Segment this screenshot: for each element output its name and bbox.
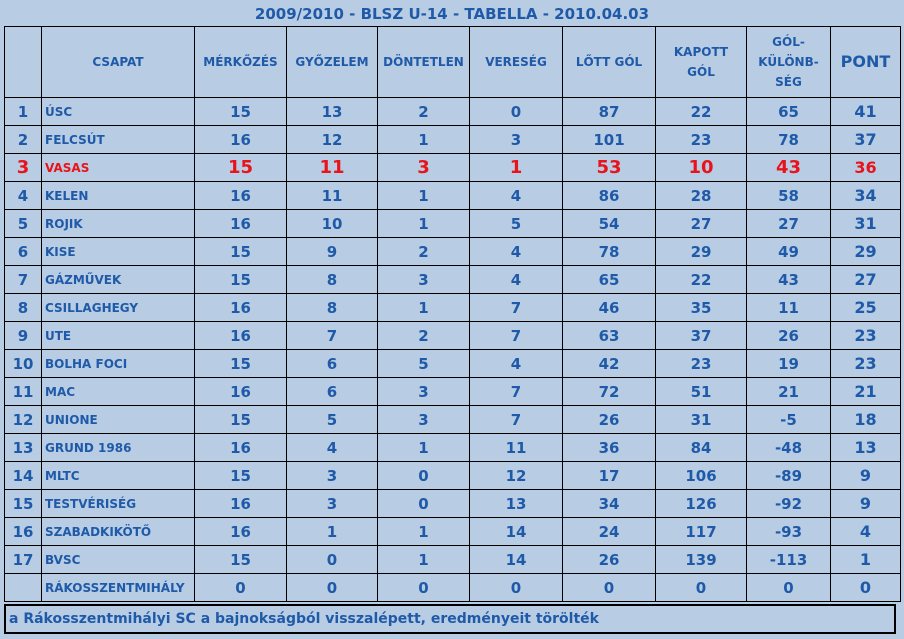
table-row xyxy=(5,182,901,210)
team-cell: VASAS xyxy=(42,154,195,182)
drawn-cell: 1 xyxy=(378,294,470,322)
header-gd-line3: SÉG xyxy=(775,75,802,89)
goals-for-cell: 87 xyxy=(563,98,656,126)
points-cell: 1 xyxy=(831,546,901,574)
goal-difference-cell: 27 xyxy=(747,210,831,238)
won-cell: 8 xyxy=(287,266,378,294)
drawn-cell: 1 xyxy=(378,182,470,210)
won-cell: 8 xyxy=(287,294,378,322)
goals-for-cell: 17 xyxy=(563,462,656,490)
goals-against-cell: 22 xyxy=(656,266,747,294)
table-row xyxy=(5,126,901,154)
rank-cell: 13 xyxy=(5,434,42,462)
won-cell: 11 xyxy=(287,154,378,182)
lost-cell: 4 xyxy=(470,182,563,210)
goals-for-cell: 36 xyxy=(563,434,656,462)
lost-cell: 0 xyxy=(470,98,563,126)
team-cell: FELCSÚT xyxy=(42,126,195,154)
header-team: CSAPAT xyxy=(42,27,195,98)
team-cell: KISE xyxy=(42,238,195,266)
lost-cell: 14 xyxy=(470,518,563,546)
team-cell: MAC xyxy=(42,378,195,406)
goal-difference-cell: 0 xyxy=(747,574,831,602)
lost-cell: 1 xyxy=(470,154,563,182)
table-row xyxy=(5,406,901,434)
drawn-cell: 0 xyxy=(378,490,470,518)
table-row xyxy=(5,434,901,462)
goals-against-cell: 28 xyxy=(656,182,747,210)
drawn-cell: 0 xyxy=(378,462,470,490)
won-cell: 6 xyxy=(287,378,378,406)
played-cell: 16 xyxy=(195,182,287,210)
goal-difference-cell: -5 xyxy=(747,406,831,434)
lost-cell: 7 xyxy=(470,378,563,406)
rank-cell: 11 xyxy=(5,378,42,406)
team-cell: CSILLAGHEGY xyxy=(42,294,195,322)
drawn-cell: 2 xyxy=(378,238,470,266)
points-cell: 13 xyxy=(831,434,901,462)
drawn-cell: 3 xyxy=(378,378,470,406)
points-cell: 23 xyxy=(831,350,901,378)
table-row xyxy=(5,350,901,378)
played-cell: 15 xyxy=(195,154,287,182)
points-cell: 21 xyxy=(831,378,901,406)
played-cell: 16 xyxy=(195,294,287,322)
drawn-cell: 3 xyxy=(378,154,470,182)
played-cell: 15 xyxy=(195,98,287,126)
drawn-cell: 0 xyxy=(378,574,470,602)
won-cell: 9 xyxy=(287,238,378,266)
goal-difference-cell: 43 xyxy=(747,154,831,182)
goals-for-cell: 63 xyxy=(563,322,656,350)
points-cell: 23 xyxy=(831,322,901,350)
goals-for-cell: 78 xyxy=(563,238,656,266)
team-cell: ROJIK xyxy=(42,210,195,238)
lost-cell: 12 xyxy=(470,462,563,490)
rank-cell: 14 xyxy=(5,462,42,490)
table-row xyxy=(5,462,901,490)
header-gd-line2: KÜLÖNB- xyxy=(758,55,819,69)
points-cell: 0 xyxy=(831,574,901,602)
goals-against-cell: 126 xyxy=(656,490,747,518)
goal-difference-cell: 43 xyxy=(747,266,831,294)
points-cell: 25 xyxy=(831,294,901,322)
header-played: MÉRKŐZÉS xyxy=(195,27,287,98)
goals-against-cell: 37 xyxy=(656,322,747,350)
played-cell: 16 xyxy=(195,210,287,238)
table-row xyxy=(5,98,901,126)
goals-for-cell: 101 xyxy=(563,126,656,154)
goal-difference-cell: -92 xyxy=(747,490,831,518)
goal-difference-cell: 11 xyxy=(747,294,831,322)
points-cell: 41 xyxy=(831,98,901,126)
team-cell: TESTVÉRISÉG xyxy=(42,490,195,518)
goals-against-cell: 0 xyxy=(656,574,747,602)
header-gd-line1: GÓL- xyxy=(772,35,805,49)
table-row xyxy=(5,322,901,350)
won-cell: 10 xyxy=(287,210,378,238)
team-cell: ÚSC xyxy=(42,98,195,126)
rank-cell: 2 xyxy=(5,126,42,154)
points-cell: 9 xyxy=(831,490,901,518)
goals-against-cell: 51 xyxy=(656,378,747,406)
points-cell: 9 xyxy=(831,462,901,490)
drawn-cell: 3 xyxy=(378,406,470,434)
goals-for-cell: 46 xyxy=(563,294,656,322)
goals-for-cell: 54 xyxy=(563,210,656,238)
goals-against-cell: 23 xyxy=(656,350,747,378)
table-row xyxy=(5,490,901,518)
header-goals-against xyxy=(656,27,747,98)
team-cell: BOLHA FOCI xyxy=(42,350,195,378)
header-points: PONT xyxy=(831,27,901,98)
goal-difference-cell: 65 xyxy=(747,98,831,126)
points-cell: 36 xyxy=(831,154,901,182)
played-cell: 16 xyxy=(195,434,287,462)
rank-cell: 3 xyxy=(5,154,42,182)
goals-against-cell: 29 xyxy=(656,238,747,266)
drawn-cell: 1 xyxy=(378,546,470,574)
footnote: a Rákosszentmihályi SC a bajnokságból visszalépett, eredményeit törölték xyxy=(4,604,896,634)
goal-difference-cell: -48 xyxy=(747,434,831,462)
goals-for-cell: 65 xyxy=(563,266,656,294)
lost-cell: 7 xyxy=(470,294,563,322)
rank-cell xyxy=(5,574,42,602)
played-cell: 15 xyxy=(195,266,287,294)
goal-difference-cell: 19 xyxy=(747,350,831,378)
won-cell: 7 xyxy=(287,322,378,350)
goals-for-cell: 26 xyxy=(563,406,656,434)
lost-cell: 7 xyxy=(470,322,563,350)
rank-cell: 10 xyxy=(5,350,42,378)
lost-cell: 7 xyxy=(470,406,563,434)
header-goals-against-line2: GÓL xyxy=(687,65,715,79)
goals-against-cell: 106 xyxy=(656,462,747,490)
table-row xyxy=(5,210,901,238)
rank-cell: 4 xyxy=(5,182,42,210)
won-cell: 0 xyxy=(287,546,378,574)
points-cell: 4 xyxy=(831,518,901,546)
table-row xyxy=(5,294,901,322)
drawn-cell: 2 xyxy=(378,98,470,126)
goal-difference-cell: 21 xyxy=(747,378,831,406)
played-cell: 16 xyxy=(195,378,287,406)
header-rank xyxy=(5,27,42,98)
goals-for-cell: 86 xyxy=(563,182,656,210)
won-cell: 4 xyxy=(287,434,378,462)
drawn-cell: 3 xyxy=(378,266,470,294)
goals-for-cell: 24 xyxy=(563,518,656,546)
table-row xyxy=(5,546,901,574)
goal-difference-cell: -93 xyxy=(747,518,831,546)
lost-cell: 4 xyxy=(470,238,563,266)
goals-for-cell: 72 xyxy=(563,378,656,406)
goals-against-cell: 117 xyxy=(656,518,747,546)
goals-for-cell: 26 xyxy=(563,546,656,574)
won-cell: 5 xyxy=(287,406,378,434)
played-cell: 16 xyxy=(195,518,287,546)
team-cell: BVSC xyxy=(42,546,195,574)
goals-against-cell: 35 xyxy=(656,294,747,322)
goal-difference-cell: 58 xyxy=(747,182,831,210)
goals-against-cell: 139 xyxy=(656,546,747,574)
table-row xyxy=(5,378,901,406)
won-cell: 3 xyxy=(287,490,378,518)
won-cell: 11 xyxy=(287,182,378,210)
played-cell: 15 xyxy=(195,462,287,490)
won-cell: 3 xyxy=(287,462,378,490)
goals-against-cell: 10 xyxy=(656,154,747,182)
won-cell: 13 xyxy=(287,98,378,126)
rank-cell: 5 xyxy=(5,210,42,238)
goals-against-cell: 27 xyxy=(656,210,747,238)
table-title: 2009/2010 - BLSZ U-14 - TABELLA - 2010.04.03 xyxy=(254,5,650,23)
drawn-cell: 1 xyxy=(378,210,470,238)
rank-cell: 7 xyxy=(5,266,42,294)
header-goals-for: LŐTT GÓL xyxy=(563,27,656,98)
won-cell: 6 xyxy=(287,350,378,378)
team-cell: GÁZMŰVEK xyxy=(42,266,195,294)
standings-body xyxy=(5,98,901,602)
goal-difference-cell: -113 xyxy=(747,546,831,574)
rank-cell: 17 xyxy=(5,546,42,574)
rank-cell: 15 xyxy=(5,490,42,518)
header-row xyxy=(5,27,901,98)
points-cell: 18 xyxy=(831,406,901,434)
table-row xyxy=(5,238,901,266)
rank-cell: 9 xyxy=(5,322,42,350)
points-cell: 29 xyxy=(831,238,901,266)
played-cell: 0 xyxy=(195,574,287,602)
lost-cell: 14 xyxy=(470,546,563,574)
header-lost: VERESÉG xyxy=(470,27,563,98)
played-cell: 16 xyxy=(195,322,287,350)
drawn-cell: 1 xyxy=(378,126,470,154)
drawn-cell: 5 xyxy=(378,350,470,378)
drawn-cell: 1 xyxy=(378,518,470,546)
goals-against-cell: 23 xyxy=(656,126,747,154)
team-cell: KELEN xyxy=(42,182,195,210)
played-cell: 15 xyxy=(195,406,287,434)
goals-against-cell: 84 xyxy=(656,434,747,462)
team-cell: SZABADKIKÖTŐ xyxy=(42,518,195,546)
lost-cell: 0 xyxy=(470,574,563,602)
played-cell: 16 xyxy=(195,126,287,154)
goals-for-cell: 53 xyxy=(563,154,656,182)
goals-for-cell: 0 xyxy=(563,574,656,602)
table-row xyxy=(5,154,901,182)
rank-cell: 1 xyxy=(5,98,42,126)
rank-cell: 6 xyxy=(5,238,42,266)
goals-for-cell: 42 xyxy=(563,350,656,378)
played-cell: 16 xyxy=(195,490,287,518)
team-cell: UNIONE xyxy=(42,406,195,434)
team-cell: RÁKOSSZENTMIHÁLY xyxy=(42,574,195,602)
lost-cell: 5 xyxy=(470,210,563,238)
won-cell: 1 xyxy=(287,518,378,546)
drawn-cell: 1 xyxy=(378,434,470,462)
rank-cell: 8 xyxy=(5,294,42,322)
won-cell: 12 xyxy=(287,126,378,154)
played-cell: 15 xyxy=(195,546,287,574)
table-row xyxy=(5,518,901,546)
standings-table xyxy=(4,26,901,602)
goal-difference-cell: 49 xyxy=(747,238,831,266)
won-cell: 0 xyxy=(287,574,378,602)
points-cell: 31 xyxy=(831,210,901,238)
header-goal-difference xyxy=(747,27,831,98)
played-cell: 15 xyxy=(195,238,287,266)
goal-difference-cell: 78 xyxy=(747,126,831,154)
goals-against-cell: 31 xyxy=(656,406,747,434)
table-row xyxy=(5,266,901,294)
header-goals-against-line1: KAPOTT xyxy=(673,45,729,59)
lost-cell: 11 xyxy=(470,434,563,462)
goals-for-cell: 34 xyxy=(563,490,656,518)
team-cell: UTE xyxy=(42,322,195,350)
lost-cell: 4 xyxy=(470,266,563,294)
rank-cell: 16 xyxy=(5,518,42,546)
points-cell: 37 xyxy=(831,126,901,154)
points-cell: 27 xyxy=(831,266,901,294)
goal-difference-cell: 26 xyxy=(747,322,831,350)
header-won: GYŐZELEM xyxy=(287,27,378,98)
table-row xyxy=(5,574,901,602)
drawn-cell: 2 xyxy=(378,322,470,350)
goals-against-cell: 22 xyxy=(656,98,747,126)
goal-difference-cell: -89 xyxy=(747,462,831,490)
header-drawn: DÖNTETLEN xyxy=(378,27,470,98)
played-cell: 15 xyxy=(195,350,287,378)
team-cell: MLTC xyxy=(42,462,195,490)
rank-cell: 12 xyxy=(5,406,42,434)
lost-cell: 13 xyxy=(470,490,563,518)
points-cell: 34 xyxy=(831,182,901,210)
team-cell: GRUND 1986 xyxy=(42,434,195,462)
lost-cell: 3 xyxy=(470,126,563,154)
lost-cell: 4 xyxy=(470,350,563,378)
